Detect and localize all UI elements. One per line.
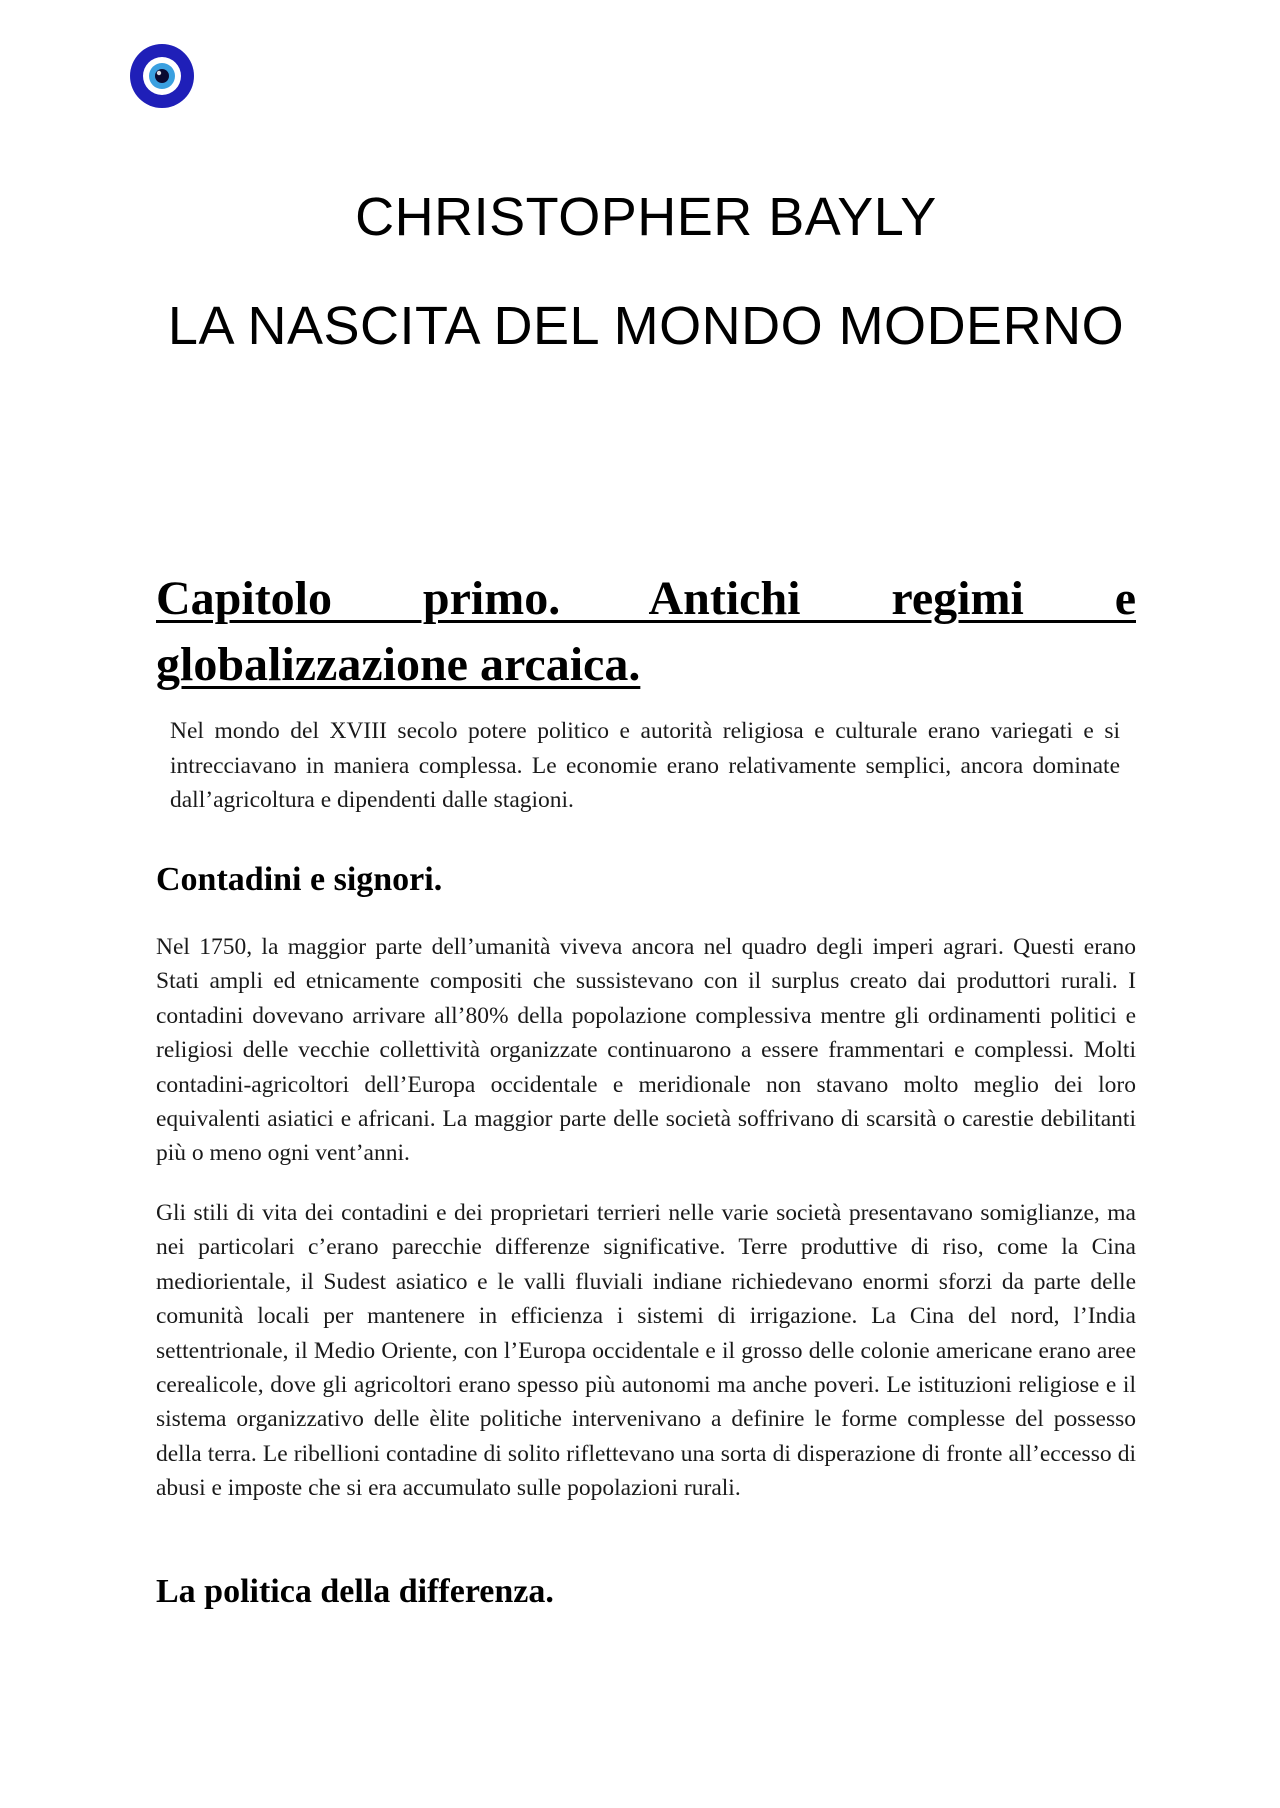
- section-heading: La politica della differenza.: [156, 1573, 554, 1610]
- evil-eye-logo: [128, 42, 196, 110]
- evil-eye-icon: [128, 42, 196, 110]
- author-name: CHRISTOPHER BAYLY: [355, 187, 937, 247]
- chapter-heading-line-1: Capitolo primo. Antichi regimi e: [156, 572, 1136, 625]
- chapter-summary: Nel mondo del XVIII secolo potere politico e autorità religiosa e culturale erano variegati e si intrecciavano in maniera complessa. Le economie erano relativamente semplici, ancora dominate dall’agricoltura e dipendenti dalle stagioni.: [170, 718, 1120, 813]
- book-title: LA NASCITA DEL MONDO MODERNO: [167, 296, 1125, 356]
- body-paragraph: Gli stili di vita dei contadini e dei proprietari terrieri nelle varie società presentavano somiglianze, ma nei particolari c’erano parecchie differenze significative. Terre produttive di riso, come la Cina mediorientale, il Sudest asiatico e le valli fluviali indiane richiedevano enormi sforzi da parte delle comunità locali per mantenere in efficienza i sistemi di irrigazione. La Cina del nord, l’India settentrionale, il Medio Oriente, con l’Europa occidentale e il grosso delle colonie americane erano aree cerealicole, dove gli agricoltori erano spesso più autonomi ma anche poveri. Le istituzioni religiose e il sistema organizzativo delle èlite politiche intervenivano a definire le forme complesse del possesso della terra. Le ribellioni contadine di solito riflettevano una sorta di disperazione di fronte all’eccesso di abusi e imposte che si era accumulato sulle popolazioni rurali.: [156, 1200, 1136, 1502]
- section-heading: Contadini e signori.: [156, 861, 443, 898]
- body-paragraph: Nel 1750, la maggior parte dell’umanità viveva ancora nel quadro degli imperi agrari. Questi erano Stati ampli ed etnicamente compositi che sussistevano con il surplus creato dai produttori rurali. I contadini dovevano arrivare all’80% della popolazione complessiva mentre gli ordinamenti politici e religiosi delle vecchie collettività organizzate continuarono a essere frammentari e complessi. Molti contadini-agricoltori dell’Europa occidentale e meridionale non stavano molto meglio dei loro equivalenti asiatici e africani. La maggior parte delle società soffrivano di scarsità o carestie debilitanti più o meno ogni vent’anni.: [156, 934, 1136, 1167]
- chapter-heading: [156, 566, 1136, 698]
- chapter-heading-line-2: globalizzazione arcaica.: [156, 638, 641, 691]
